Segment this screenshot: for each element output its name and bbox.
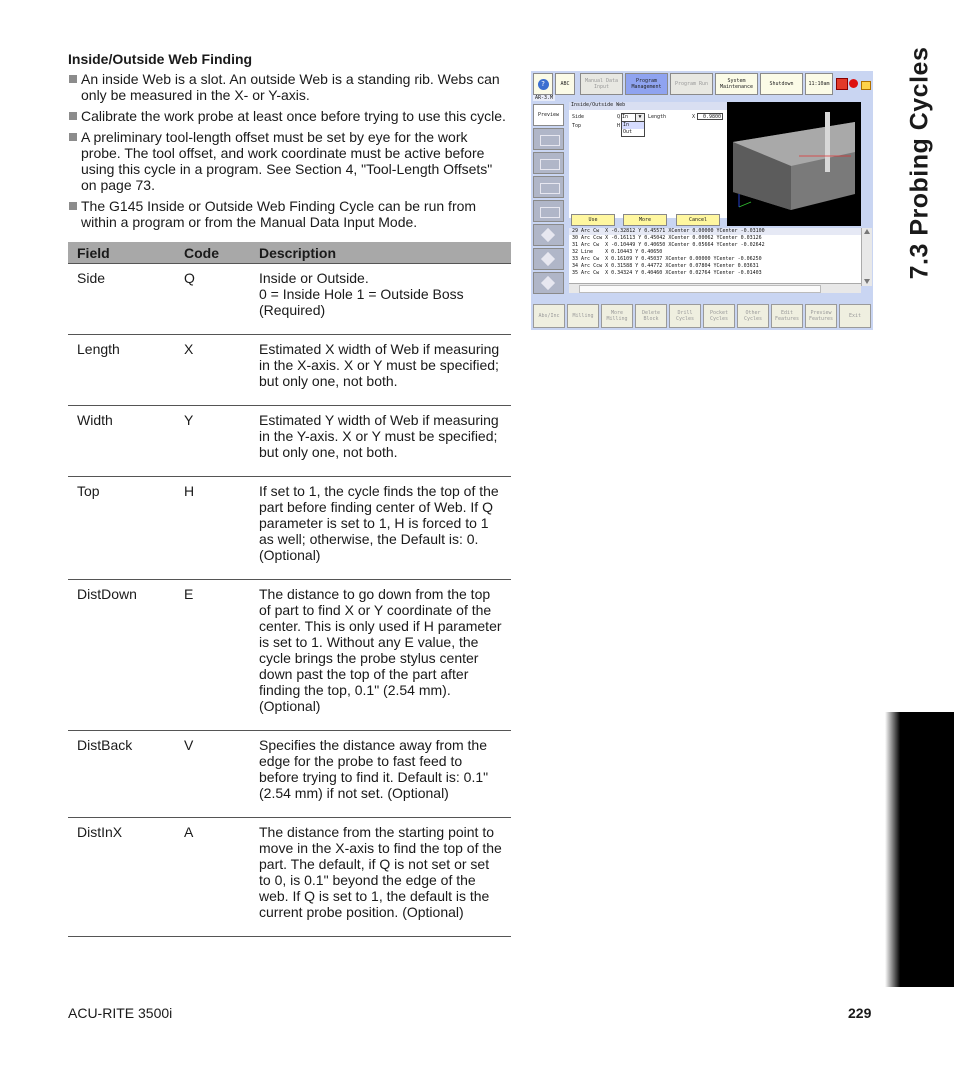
header-code: Code [175,242,250,264]
side-select[interactable]: In ▼ [621,113,645,122]
manual-data-input-button[interactable]: Manual Data Input [580,73,623,95]
table-row [68,406,511,477]
program-run-button[interactable]: Program Run [670,73,713,95]
inside-outside-web-form [569,102,727,218]
description-cell: Estimated X width of Web if measuring in the X-axis. X or Y must be specified; but only one, not both. [250,335,511,406]
y-axis-line [739,202,751,207]
bullet-square-icon [69,202,77,210]
page-number: 229 [848,1005,872,1021]
description-cell: If set to 1, the cycle finds the top of the part before finding center of Web. If Q parameter is set to 1, H is forced to 1 as well; otherwise, the Default is: 0. (Optional) [250,477,511,580]
system-maintenance-button[interactable]: System Maintenance [715,73,758,95]
length-label: Length [648,114,667,120]
record-dot-icon [849,79,858,88]
status-icons [836,78,872,90]
side-tool-button[interactable] [533,200,564,222]
table-row [68,580,511,731]
tool-rect-icon [540,159,560,170]
help-button[interactable] [533,73,553,95]
horizontal-scrollbar[interactable] [569,283,861,293]
side-tool-button[interactable] [533,272,564,294]
bullet-square-icon [69,75,77,83]
drill-cycles-button[interactable]: Drill Cycles [669,304,701,328]
description-cell: Inside or Outside. 0 = Inside Hole 1 = Outside Boss (Required) [250,264,511,335]
preview-features-button[interactable]: Preview Features [805,304,837,328]
abs-inc-button[interactable]: Abs/Inc [533,304,565,328]
milling-button[interactable]: Milling [567,304,599,328]
more-milling-button[interactable]: More Milling [601,304,633,328]
pocket-cycles-button[interactable]: Pocket Cycles [703,304,735,328]
header-field: Field [68,242,175,264]
bullet-square-icon [69,133,77,141]
code-cell: X [175,335,250,406]
side-tool-button[interactable] [533,224,564,246]
description-cell: The distance from the starting point to move in the X-axis to find the top of the part. The default, if Q is not set or set to 0, is 0.1" beyond the edge of the web. If Q is set to 1, the default is the current probe position. (Optional) [250,818,511,937]
side-tool-button[interactable] [533,128,564,150]
shutdown-button[interactable]: Shutdown [760,73,803,95]
table-header-row [68,242,511,264]
bullet-item: Calibrate the work probe at least once before trying to use this cycle. [68,108,510,124]
table-row [68,731,511,818]
length-code: X [692,114,696,120]
side-dropdown-list[interactable] [621,121,645,137]
header-description: Description [250,242,511,264]
tool-rect-icon [540,183,560,194]
preview-button[interactable]: Preview [533,104,564,126]
field-cell: Length [68,335,175,406]
code-cell: V [175,731,250,818]
top-code: H [617,123,621,129]
cancel-button[interactable]: Cancel [676,214,720,226]
side-tool-button[interactable] [533,152,564,174]
table-row [68,818,511,937]
field-cell: DistDown [68,580,175,731]
delete-block-button[interactable]: Delete Block [635,304,667,328]
code-cell: H [175,477,250,580]
bullet-item: The G145 Inside or Outside Web Finding Cycle can be run from within a program or from the Manual Data Input Mode. [68,198,510,230]
bullet-square-icon [69,112,77,120]
scroll-down-icon[interactable] [864,279,870,284]
code-line[interactable]: 34 Arc Ccw X 0.31588 Y 0.44772 XCenter 0.07804 YCenter 0.03631 [572,263,759,269]
form-title: Inside/Outside Web [569,102,727,110]
side-code: Q [617,114,621,120]
section-heading: Inside/Outside Web Finding [68,51,253,67]
footer-product: ACU-RITE 3500i [68,1005,173,1021]
code-cell: A [175,818,250,937]
probe-stylus [825,112,830,172]
side-tool-button[interactable] [533,176,564,198]
scroll-up-icon[interactable] [864,229,870,234]
bullet-item: An inside Web is a slot. An outside Web is a standing rib. Webs can only be measured in the X- or Y-axis. [68,71,510,103]
file-label: AR-3.M [535,95,554,101]
program-management-button[interactable]: Program Management [625,73,668,95]
code-cell: Y [175,406,250,477]
other-cycles-button[interactable]: Other Cycles [737,304,769,328]
field-table [68,242,511,937]
code-line[interactable]: 33 Arc Cw X 0.16109 Y 0.45037 XCenter 0.00000 YCenter -0.06250 [572,256,762,262]
field-cell: DistInX [68,818,175,937]
top-label: Top [572,123,582,129]
clock-display: 11:10am [805,73,833,95]
chapter-side-title: 7.3 Probing Cycles [905,46,933,280]
use-button[interactable]: Use [571,214,615,226]
code-line[interactable]: 30 Arc Ccw X -0.16113 Y 0.45042 XCenter 0.00062 YCenter 0.03126 [572,235,762,241]
field-cell: Top [68,477,175,580]
description-cell: Estimated Y width of Web if measuring in the Y-axis. X or Y must be specified; but only one, not both. [250,406,511,477]
table-row [68,335,511,406]
exit-button[interactable]: Exit [839,304,871,328]
side-label: Side [572,114,585,120]
chapter-tab-bar [885,712,954,987]
code-line[interactable]: 32 Line X 0.10443 Y 0.40650 [572,249,663,255]
unlock-icon [861,81,871,90]
help-icon: ? [538,79,549,90]
table-row [68,264,511,335]
option-out[interactable]: Out [623,129,633,135]
table-row [68,477,511,580]
code-line[interactable]: 31 Arc Cw X -0.10449 Y 0.40650 XCenter 0.05664 YCenter -0.02642 [572,242,765,248]
edit-icon [541,276,555,290]
option-in[interactable]: In [622,122,644,129]
diamond-icon [541,252,555,266]
tool-rect-icon [540,135,560,146]
tool-rect-icon [540,207,560,218]
code-cell: Q [175,264,250,335]
side-tool-button[interactable] [533,248,564,270]
code-cell: E [175,580,250,731]
scroll-thumb[interactable] [579,285,821,293]
alert-icon [836,78,848,90]
more-button[interactable]: More [623,214,667,226]
description-cell: The distance to go down from the top of part to find X or Y coordinate of the center. This is only used if H parameter is set to 1. Without any E value, the cycle brings the probe stylus center down past the top of the part after finding the top, 0.1" (2.54 mm). (Optional) [250,580,511,731]
field-cell: Width [68,406,175,477]
edit-features-button[interactable]: Edit Features [771,304,803,328]
software-screenshot [531,71,873,330]
code-line[interactable]: 35 Arc Cw X 0.34324 Y 0.40460 XCenter 0.02764 YCenter -0.01403 [572,270,762,276]
chevron-down-icon: ▼ [635,114,644,121]
program-listing [569,228,861,286]
description-cell: Specifies the distance away from the edge for the probe to fast feed to before trying to find it. Default is: 0.1" (2.54 mm) if not set. (Optional) [250,731,511,818]
diamond-icon [541,228,555,242]
field-cell: Side [68,264,175,335]
bullet-item: A preliminary tool-length offset must be set by eye for the work probe. The tool offset, and work coordinate must be active before using this cycle in a program. See Section 4, "Tool-Length Offsets" on page 73. [68,129,510,193]
bullet-list [68,71,510,235]
toolpath-preview-3d [727,102,861,226]
abc-button[interactable]: ABC [555,73,575,95]
code-line[interactable]: 29 Arc Cw X -0.32812 Y 0.45571 XCenter 0.00000 YCenter -0.03100 [569,228,861,235]
field-cell: DistBack [68,731,175,818]
length-input[interactable]: 0.9800 [697,113,723,120]
vertical-scrollbar[interactable] [861,228,872,286]
